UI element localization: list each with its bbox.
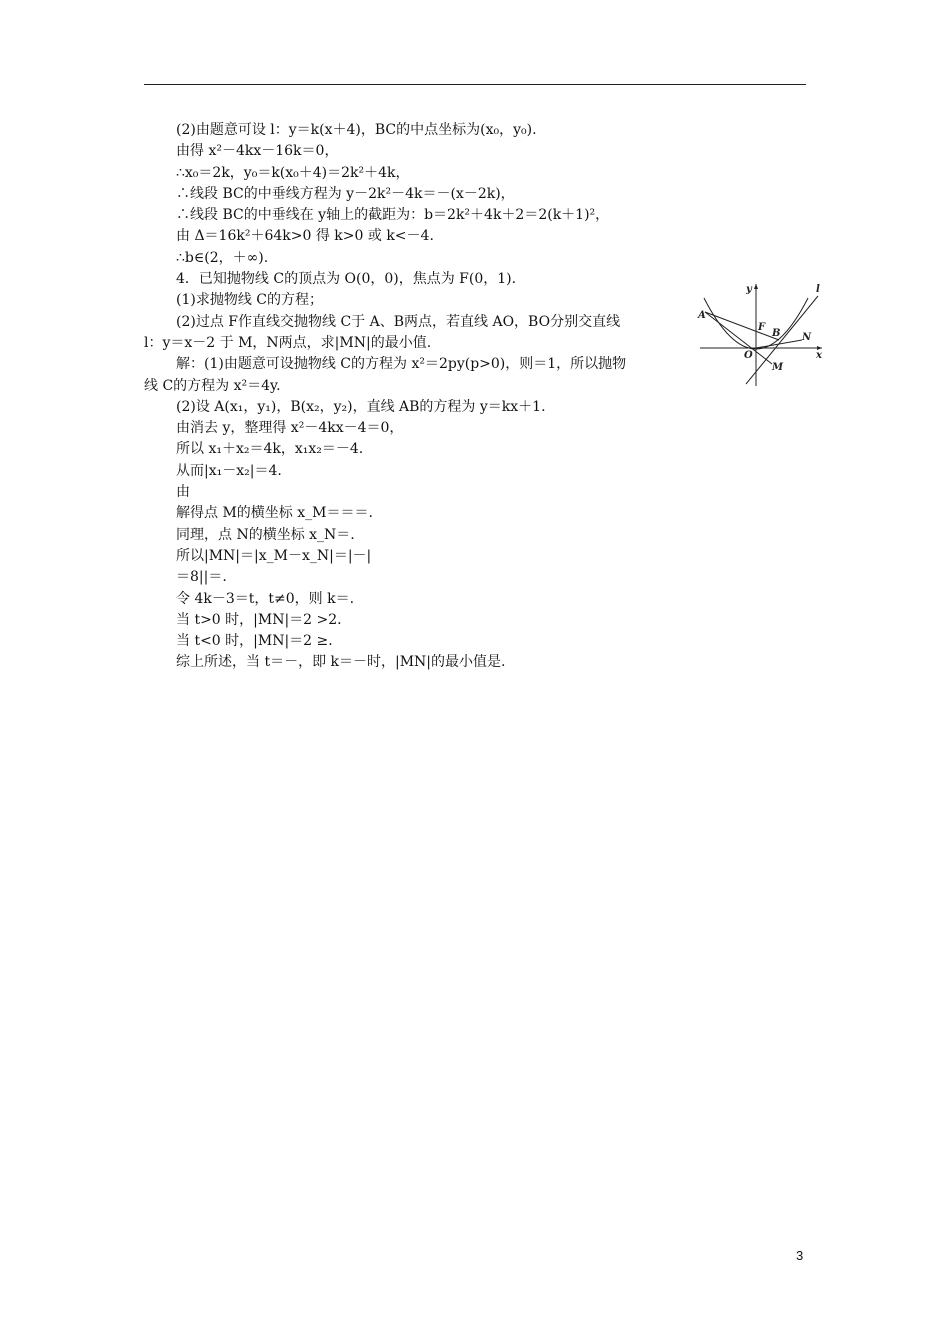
text-line: 由 Δ＝16k²＋64k>0 得 k>0 或 k<－4. [176, 228, 434, 245]
solution-line: 综上所述，当 t＝－，即 k＝－时，|MN|的最小值是. [176, 654, 506, 671]
solution-line: ＝8||＝. [176, 569, 227, 586]
solution-line: 解：(1)由题意可设抛物线 C的方程为 x²＝2py(p>0)，则＝1，所以抛物 [176, 356, 627, 373]
document-body [144, 120, 704, 674]
label-l: l [816, 284, 820, 295]
solution-line: 解得点 M的横坐标 x_M＝＝＝. [176, 505, 373, 522]
solution-line: 线 C的方程为 x²＝4y. [144, 377, 281, 394]
solution-line: 当 t>0 时，|MN|＝2 >2. [176, 611, 342, 628]
header-rule [144, 84, 806, 85]
problem-4-part-2-cont: l：y＝x－2 于 M，N两点，求|MN|的最小值. [144, 334, 432, 351]
label-m: M [772, 362, 784, 373]
solution-line: 所以|MN|＝|x_M－x_N|＝|－| [176, 547, 372, 564]
text-line: ∴x₀＝2k，y₀＝k(x₀＋4)＝2k²＋4k， [176, 164, 410, 181]
chord-ab [705, 312, 779, 340]
solution-line: 从而|x₁－x₂|＝4. [176, 462, 282, 479]
problem-4-statement: 4．已知抛物线 C的顶点为 O(0，0)，焦点为 F(0，1). [176, 271, 517, 288]
label-f: F [758, 322, 766, 333]
line-ao [705, 312, 772, 364]
solution-line: 同理，点 N的横坐标 x_N＝. [176, 526, 355, 543]
label-y: y [746, 284, 752, 295]
text-line: ∴线段 BC的中垂线方程为 y－2k²－4k＝－(x－2k)， [176, 185, 515, 202]
problem-4-part-2: (2)过点 F作直线交抛物线 C于 A、B两点，若直线 AO，BO分别交直线 [176, 313, 621, 330]
solution-line: 由消去 y，整理得 x²－4kx－4＝0， [176, 420, 404, 437]
text-line: 由得 x²－4kx－16k＝0， [176, 143, 339, 160]
text-line: ∴线段 BC的中垂线在 y轴上的截距为：b＝2k²＋4k＋2＝2(k＋1)²， [176, 207, 610, 224]
solution-line: 令 4k－3＝t，t≠0，则 k＝. [176, 590, 355, 607]
label-b: B [772, 328, 781, 339]
solution-line: 由 [176, 484, 190, 501]
line-bo [756, 340, 802, 348]
parabola-figure [696, 278, 828, 390]
label-x: x [816, 350, 822, 361]
solution-line: 当 t<0 时，|MN|＝2 ≥. [176, 633, 333, 650]
page-number: 3 [796, 1248, 804, 1263]
y-axis-arrow [754, 284, 758, 289]
label-n: N [802, 332, 812, 343]
label-a: A [698, 310, 706, 321]
solution-line: (2)设 A(x₁，y₁)，B(x₂，y₂)，直线 AB的方程为 y＝kx＋1. [176, 398, 546, 415]
solution-line: 所以 x₁＋x₂＝4k，x₁x₂＝－4. [176, 441, 364, 458]
text-line: ∴b∈(2，＋∞). [176, 249, 269, 266]
label-o: O [744, 350, 753, 361]
problem-4-part-1: (1)求抛物线 C的方程； [176, 292, 323, 309]
text-line: (2)由题意可设 l：y＝k(x＋4)，BC的中点坐标为(x₀，y₀). [176, 122, 537, 138]
